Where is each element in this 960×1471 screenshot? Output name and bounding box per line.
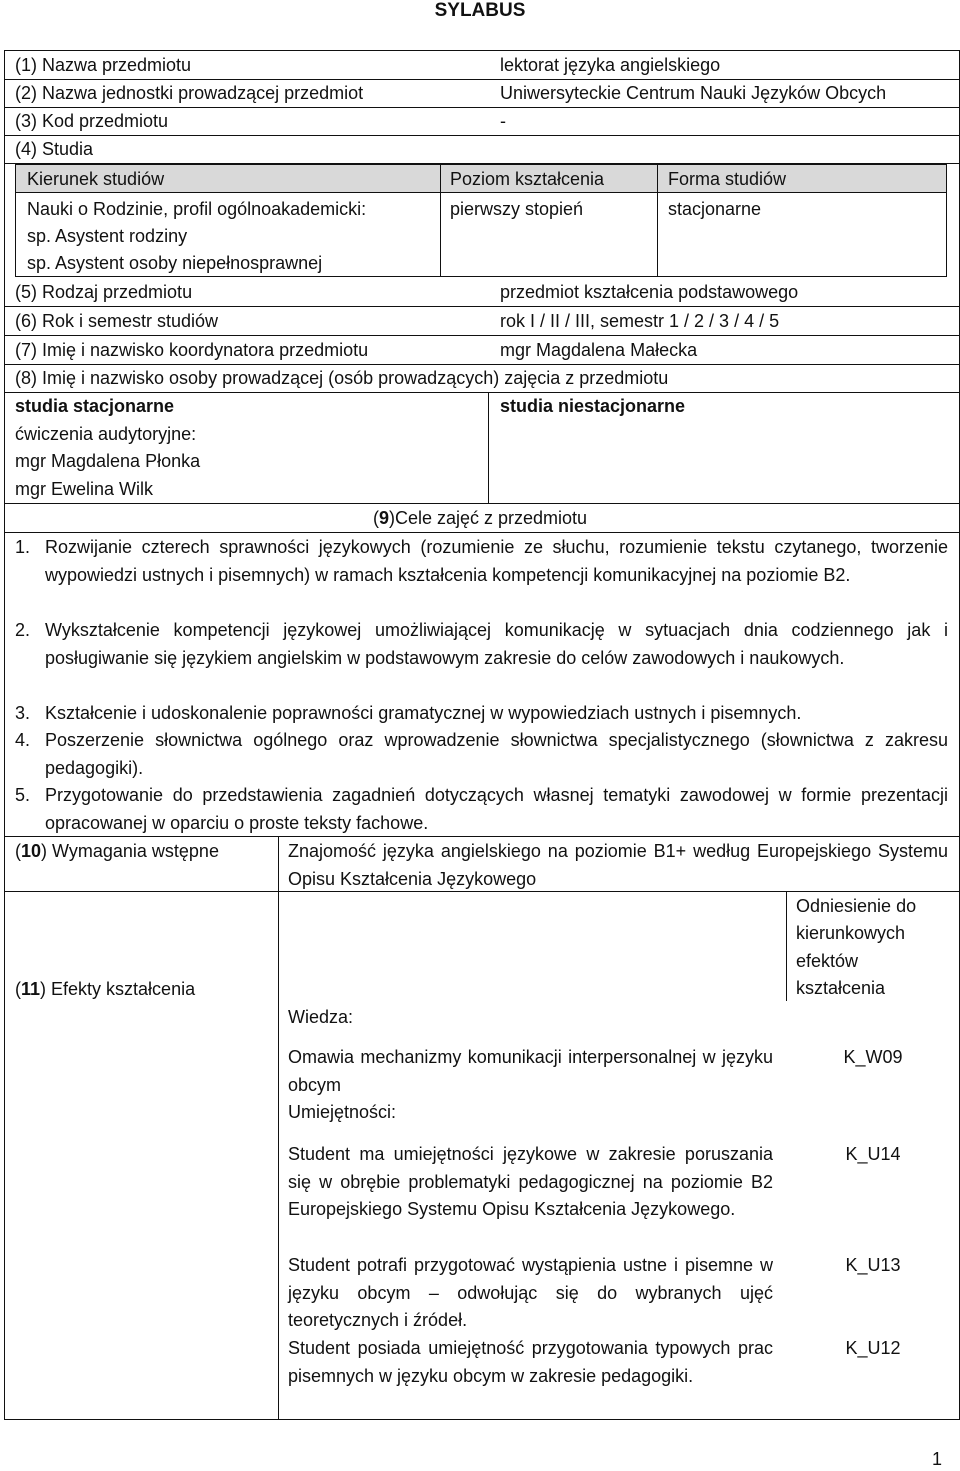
divider [278,891,279,1420]
prowadzacy-line-2: mgr Magdalena Płonka [15,451,201,471]
prowadzacy-line-1: ćwiczenia audytoryjne: [15,424,197,444]
row1-label: (1) Nazwa przedmiotu [15,55,192,75]
row1-value: lektorat języka angielskiego [500,55,721,75]
kierunek-line-2: sp. Asystent rodziny [27,226,188,246]
cele-item-5-num: 5. [15,785,31,805]
kierunek-line-1: Nauki o Rodzinie, profil ogólnoakademicki: [27,199,367,219]
studia-stacjonarne-heading: studia stacjonarne [15,396,175,416]
divider [657,164,658,277]
cele-item-4-num: 4. [15,730,31,750]
efekty-label-num: 11 [21,979,41,999]
wymagania-label-num: 10 [21,841,42,861]
cele-item-2-num: 2. [15,620,31,640]
efekty-label-pre: ( [15,979,21,999]
divider [786,891,787,1001]
row4-label: (4) Studia [15,139,94,159]
divider [488,392,489,504]
cele-item-5-text: Przygotowanie do przedstawienia zagadnień dotyczących własnej tematyki zawodowej w formie prezentacji opracowanej w oparciu o proste teksty fachowe. [45,785,948,833]
cele-item-1-num: 1. [15,537,31,557]
efekt-2-text: Student ma umiejętności językowe w zakresie poruszania się w obrębie problematyki pedagogicznej na poziomie B2 Europejskiego Systemu Opisu Kształcenia Językowego. [288,1144,773,1220]
divider [15,193,16,277]
divider [946,193,947,277]
cele-item-3-num: 3. [15,703,31,723]
efekty-label-post: ) Efekty kształcenia [40,979,196,999]
prowadzacy-line-3: mgr Ewelina Wilk [15,479,154,499]
row6-value: rok I / II / III, semestr 1 / 2 / 3 / 4 / 5 [500,311,780,331]
wiedza-label: Wiedza: [288,1007,354,1027]
wymagania-label-pre: ( [15,841,21,861]
cele-header [0,505,960,532]
cele-header-num: 9 [378,508,389,528]
poziom-value: pierwszy stopień [450,199,584,219]
studia-niestacjonarne-heading: studia niestacjonarne [500,396,686,416]
cele-header-post: )Cele zajęć z przedmiotu [388,508,588,528]
odniesienie-line-2: kierunkowych [796,923,906,943]
divider [440,164,441,277]
odniesienie-line-1: Odniesienie do [796,896,917,916]
efekt-1-text: Omawia mechanizmy komunikacji interpersonalnej w języku obcym [288,1047,773,1095]
row5-value: przedmiot kształcenia podstawowego [500,282,799,302]
studia-header-kierunek: Kierunek studiów [27,169,165,189]
divider [4,306,960,307]
efekt-4-code: K_U12 [845,1338,901,1358]
row7-value: mgr Magdalena Małecka [500,340,698,360]
divider [4,836,960,837]
forma-value: stacjonarne [668,199,762,219]
efekt-2-code: K_U14 [845,1144,901,1164]
divider [4,335,960,336]
row3-label: (3) Kod przedmiotu [15,111,169,131]
row2-value: Uniwersyteckie Centrum Nauki Języków Obcych [500,83,887,103]
efekt-3-code: K_U13 [845,1255,901,1275]
efekty-label [15,976,195,1003]
page-number: 1 [931,1449,942,1469]
divider [4,891,960,892]
odniesienie-line-3: efektów [796,951,859,971]
efekt-3-text: Student potrafi przygotować wystąpienia ustne i pisemne w języku obcym – odwołując się do wybranych ujęć teoretycznych i źródeł. [288,1255,773,1331]
row8-label: (8) Imię i nazwisko osoby prowadzącej (osób prowadzących) zajęcia z przedmiotu [15,368,669,388]
row3-value: - [500,111,506,131]
row6-label: (6) Rok i semestr studiów [15,311,219,331]
page-title: SYLABUS [434,0,526,21]
row7-label: (7) Imię i nazwisko koordynatora przedmiotu [15,340,369,360]
wymagania-text: Znajomość języka angielskiego na poziomie B1+ według Europejskiego Systemu Opisu Kształcenia Językowego [288,841,948,889]
efekt-4-text: Student posiada umiejętność przygotowania typowych prac pisemnych w języku obcym w zakresie pedagogiki. [288,1338,773,1386]
umiejetnosci-label: Umiejętności: [288,1102,397,1122]
studia-header-forma: Forma studiów [668,169,787,189]
divider [4,79,960,80]
cele-item-1-text: Rozwijanie czterech sprawności językowych (rozumienie ze słuchu, rozumienie tekstu czytanego, tworzenie wypowiedzi ustnych i pisemnych) w ramach kształcenia kompetencji komunikacyjnej na poziomie B2. [45,537,948,585]
divider [278,836,279,891]
cele-item-2-text: Wykształcenie kompetencji językowej umożliwiającej komunikację w sytuacjach dnia codziennego jak i posługiwanie się językiem angielskim w podstawowym zakresie do celów zawodowych i naukowych. [45,620,948,668]
row2-label: (2) Nazwa jednostki prowadzącej przedmiot [15,83,364,103]
divider [4,532,960,533]
cele-item-3-text: Kształcenie i udoskonalenie poprawności gramatycznej w wypowiedziach ustnych i pisemnych. [45,703,802,723]
efekt-1-code: K_W09 [843,1047,903,1067]
kierunek-line-3: sp. Asystent osoby niepełnosprawnej [27,253,323,273]
cele-header-pre: ( [372,508,379,528]
cele-item-4-text: Poszerzenie słownictwa ogólnego oraz wprowadzenie słownictwa specjalistycznego (słownictwa z zakresu pedagogiki). [45,730,948,778]
divider [4,107,960,108]
studia-header-poziom: Poziom kształcenia [450,169,605,189]
wymagania-label-post: ) Wymagania wstępne [41,841,219,861]
wymagania-label [15,838,219,865]
odniesienie-line-4: kształcenia [796,978,886,998]
row5-label: (5) Rodzaj przedmiotu [15,282,193,302]
divider [4,135,960,136]
divider [4,503,960,504]
